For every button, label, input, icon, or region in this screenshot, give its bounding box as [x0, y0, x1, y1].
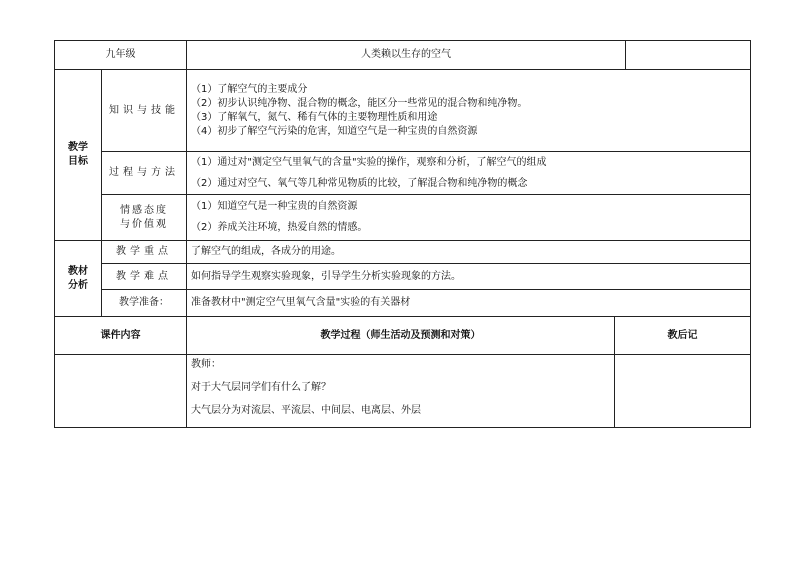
- objective-process-row: [55, 152, 751, 195]
- objectives-label-line2: 目标: [68, 156, 88, 167]
- knowledge-content: [187, 70, 751, 152]
- analysis-label: [55, 241, 102, 317]
- process-label: 过程与方法: [102, 152, 187, 195]
- courseware-cell: [55, 355, 187, 428]
- knowledge-item: （2）初步认识纯净物、混合物的概念，能区分一些常见的混合物和纯净物。: [191, 97, 528, 109]
- objective-knowledge-row: [55, 70, 751, 152]
- header-blank-cell: [626, 41, 751, 70]
- lesson-title: 人类赖以生存的空气: [187, 41, 626, 70]
- emotion-label-line2: 与价值观: [120, 218, 168, 230]
- objective-emotion-row: [55, 195, 751, 241]
- knowledge-label: 知识与技能: [102, 70, 187, 152]
- header-row: [55, 41, 751, 70]
- difficulty-label: 教学难点: [102, 264, 187, 290]
- after-notes-cell: [615, 355, 751, 428]
- process-content: [187, 152, 751, 195]
- analysis-label-line2: 分析: [68, 279, 88, 291]
- process-header-row: [55, 317, 751, 355]
- emotion-label: [102, 195, 187, 241]
- teaching-process-header: 教学过程（师生活动及预测和对策）: [187, 317, 615, 355]
- process-item: （1）通过对"测定空气里氧气的含量"实验的操作，观察和分析，了解空气的组成: [191, 156, 547, 168]
- knowledge-item: （1）了解空气的主要成分: [191, 83, 308, 95]
- preparation-content: 准备教材中"测定空气里氧气含量"实验的有关器材: [187, 290, 751, 317]
- preparation-label: 教学准备：: [102, 290, 187, 317]
- grade-cell: 九年级: [55, 41, 187, 70]
- emotion-item: （1）知道空气是一种宝贵的自然资源: [191, 201, 358, 212]
- analysis-label-line1: 教材: [68, 265, 88, 277]
- emotion-content: [187, 195, 751, 241]
- process-line: 大气层分为对流层、平流层、中间层、电离层、外层: [191, 405, 421, 416]
- process-item: （2）通过对空气、氧气等几种常见物质的比较，了解混合物和纯净物的概念: [191, 177, 528, 189]
- preparation-row: [55, 290, 751, 317]
- process-body-row: [55, 355, 751, 428]
- emotion-label-line1: 情感态度: [120, 204, 168, 216]
- knowledge-item: （4）初步了解空气污染的危害，知道空气是一种宝贵的自然资源: [191, 125, 478, 137]
- objectives-label: [55, 70, 102, 241]
- lesson-plan-table: [54, 40, 751, 428]
- courseware-header: 课件内容: [55, 317, 187, 355]
- key-point-row: [55, 241, 751, 264]
- objectives-label-line1: 教学: [68, 142, 88, 153]
- key-point-label: 教学重点: [102, 241, 187, 264]
- difficulty-content: 如何指导学生观察实验现象，引导学生分析实验现象的方法。: [187, 264, 751, 290]
- process-line: 对于大气层同学们有什么了解？: [191, 382, 331, 393]
- teaching-process-cell: [187, 355, 615, 428]
- difficulty-row: [55, 264, 751, 290]
- emotion-item: （2）养成关注环境，热爱自然的情感。: [191, 222, 368, 233]
- knowledge-item: （3）了解氧气，氮气、稀有气体的主要物理性质和用途: [191, 111, 438, 123]
- key-point-content: 了解空气的组成，各成分的用途。: [187, 241, 751, 264]
- process-line: 教师：: [191, 359, 221, 370]
- after-notes-header: 教后记: [615, 317, 751, 355]
